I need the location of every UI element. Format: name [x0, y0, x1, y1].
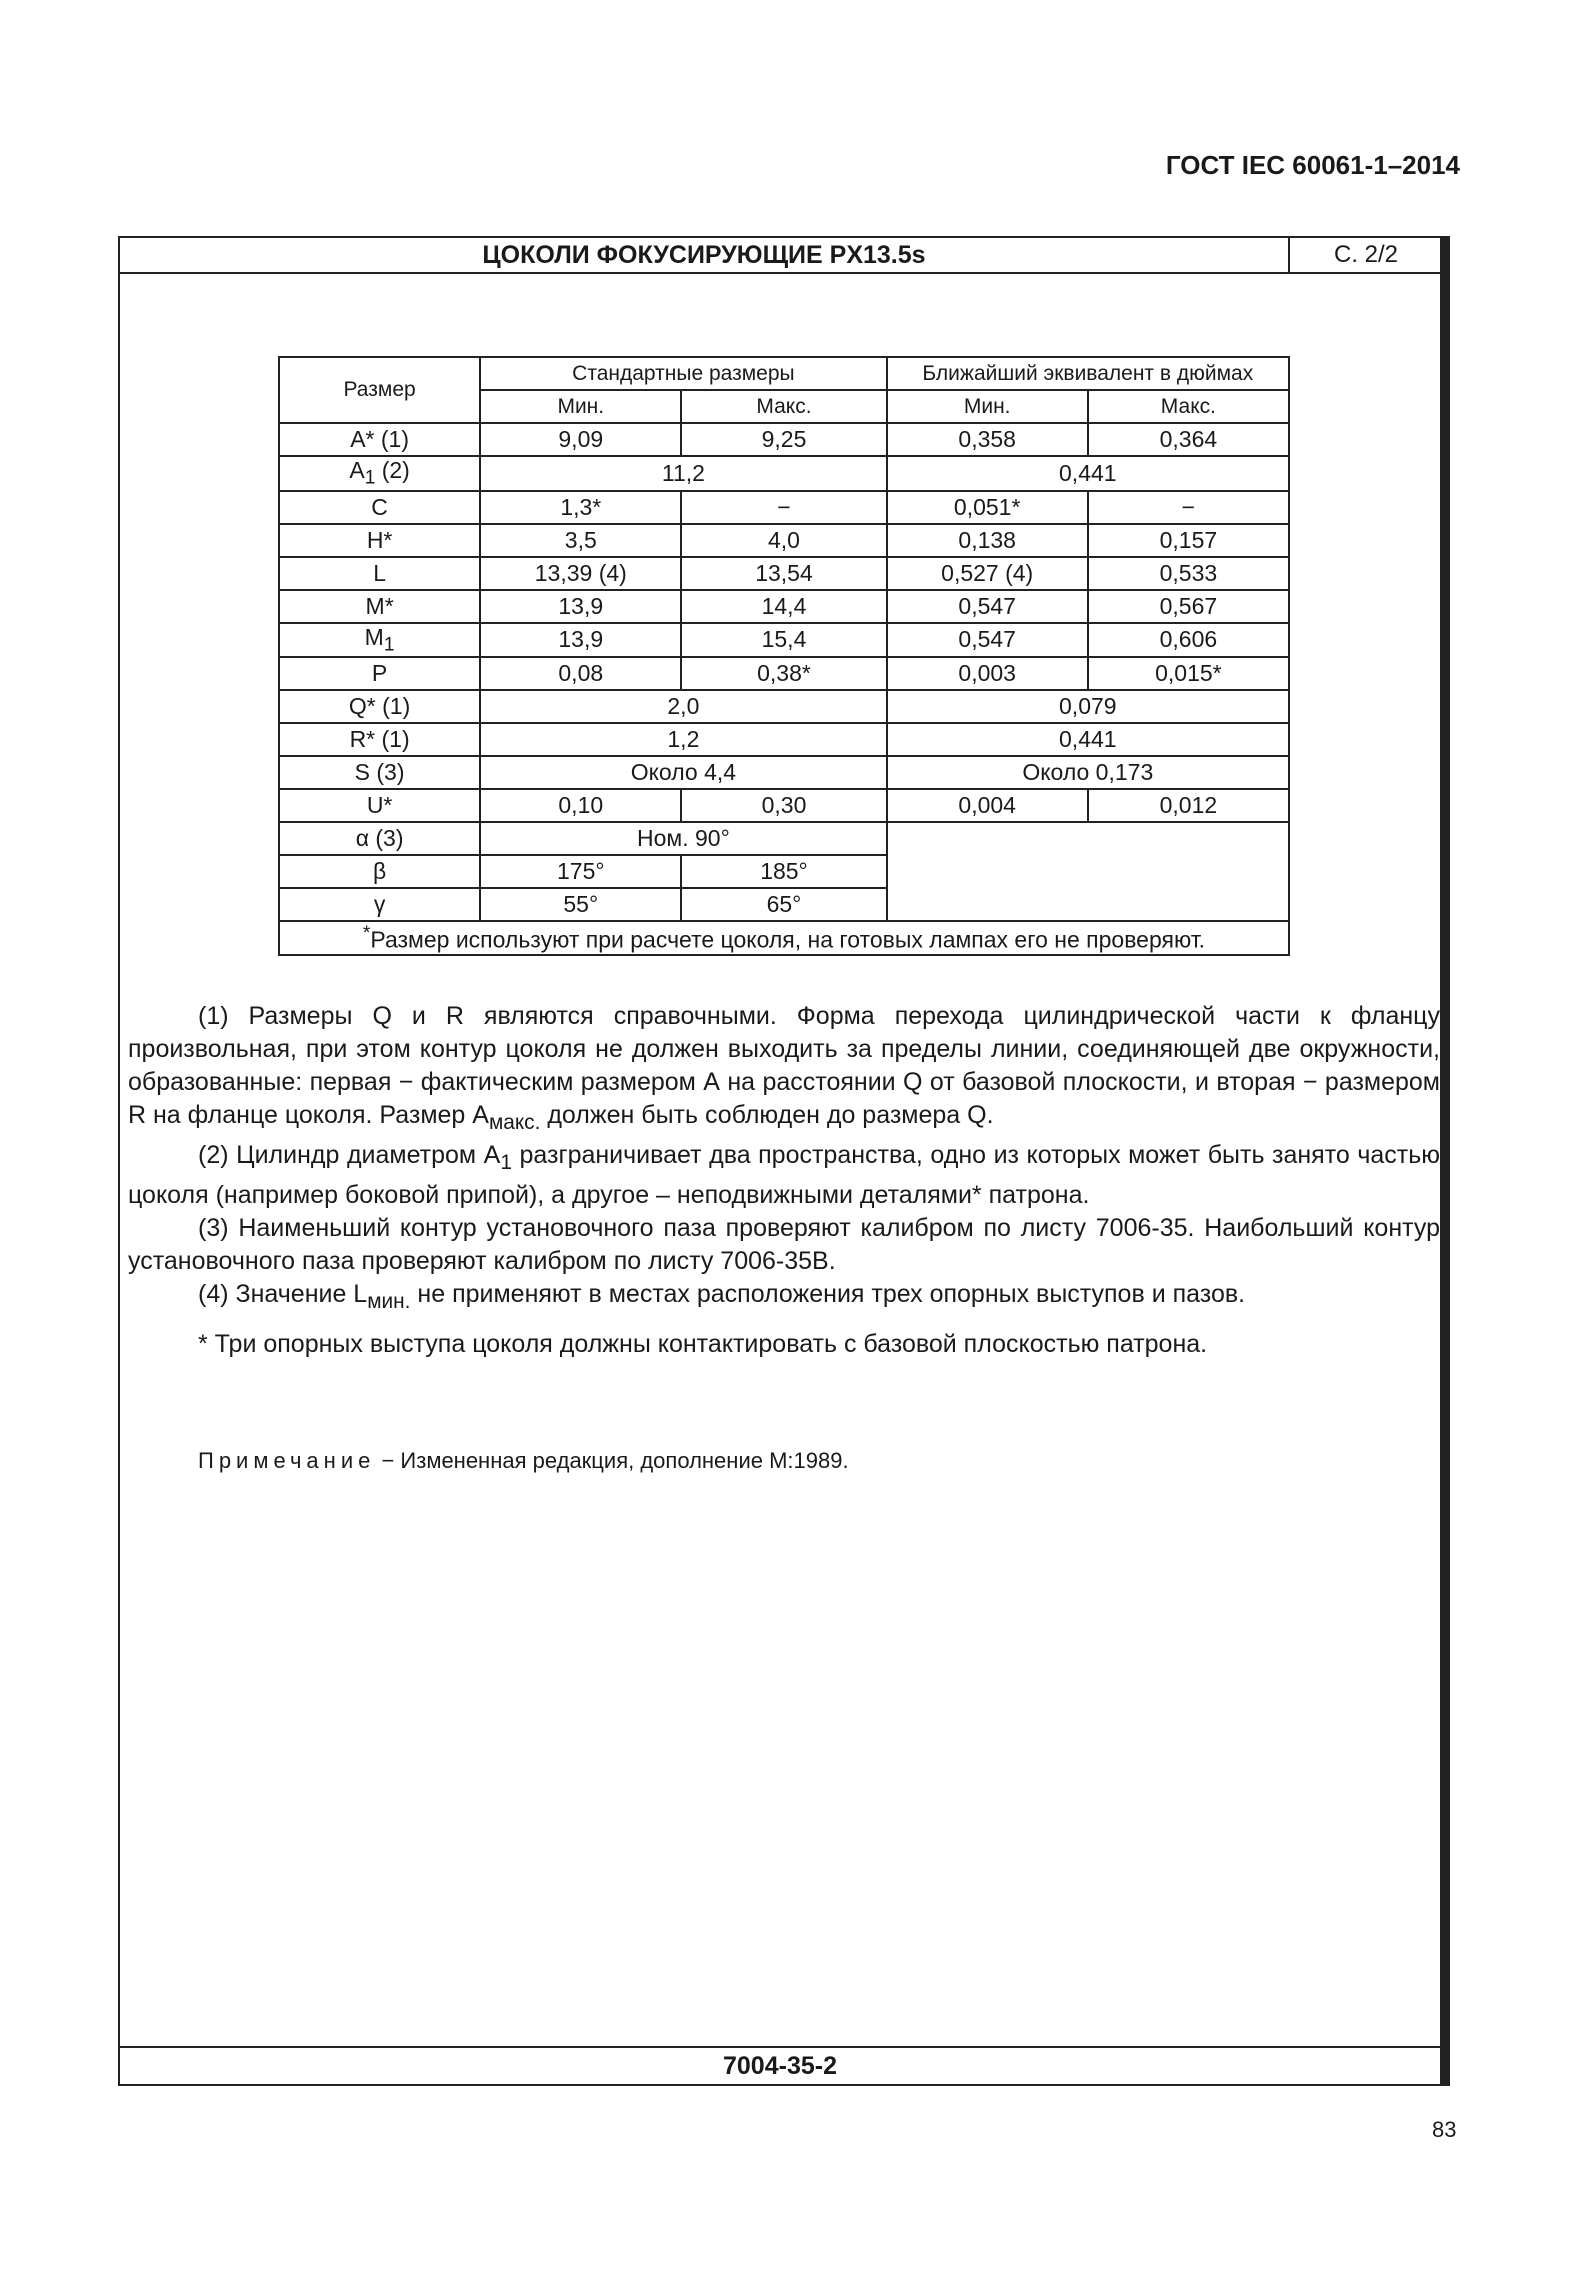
cell: 0,30 [681, 789, 886, 822]
cell: 0,08 [480, 657, 681, 690]
notes-block [128, 1000, 1440, 1318]
cell: 0,051* [887, 491, 1088, 524]
table-row [279, 423, 1289, 456]
table-row [279, 822, 1289, 855]
cell: 13,39 (4) [480, 557, 681, 590]
cell: 15,4 [681, 623, 886, 658]
cell: 0,10 [480, 789, 681, 822]
cell: 0,606 [1088, 623, 1289, 658]
page-number: 83 [1432, 2117, 1457, 2142]
group-inch-header: Ближайший эквивалент в дюймах [887, 357, 1289, 390]
row-label: β [279, 855, 480, 888]
group-std-header: Стандартные размеры [480, 357, 886, 390]
sheet-title: ЦОКОЛИ ФОКУСИРУЮЩИЕ PX13.5s [482, 241, 926, 269]
cell: − [1088, 491, 1289, 524]
table-row [279, 557, 1289, 590]
row-label: R* (1) [279, 723, 480, 756]
col-size-header: Размер [279, 357, 480, 423]
cell: 0,004 [887, 789, 1088, 822]
cell: 0,012 [1088, 789, 1289, 822]
cell: 2,0 [480, 690, 886, 723]
table-footnote: *Размер используют при расчете цоколя, на готовых лампах его не проверяют. [279, 921, 1289, 955]
note-3: (3) Наименьший контур установочного паза проверяют калибром по листу 7006-35. Наибольший контур установочного паза проверяют калибром по листу 7006-35B. [128, 1214, 1440, 1275]
table-row [279, 491, 1289, 524]
table-row [279, 789, 1289, 822]
cell: Ном. 90° [480, 822, 886, 855]
cell: 0,38* [681, 657, 886, 690]
std-max-header: Макс. [681, 390, 886, 423]
table-row [279, 723, 1289, 756]
cell: Около 4,4 [480, 756, 886, 789]
dimensions-table [278, 356, 1290, 956]
inch-min-header: Мин. [887, 390, 1088, 423]
table-row [279, 524, 1289, 557]
sheet-header [120, 238, 1440, 274]
row-label: α (3) [279, 822, 480, 855]
cell: 11,2 [480, 456, 886, 491]
cell: Около 0,173 [887, 756, 1289, 789]
table-row [279, 657, 1289, 690]
cell: 13,54 [681, 557, 886, 590]
row-label: M* [279, 590, 480, 623]
cell: 65° [681, 888, 886, 921]
cell: 14,4 [681, 590, 886, 623]
cell: 0,441 [887, 456, 1289, 491]
row-label: H* [279, 524, 480, 557]
cell: 0,533 [1088, 557, 1289, 590]
row-label: P [279, 657, 480, 690]
row-label: A* (1) [279, 423, 480, 456]
cell: 9,25 [681, 423, 886, 456]
cell: 0,138 [887, 524, 1088, 557]
cell: 175° [480, 855, 681, 888]
table-row [279, 690, 1289, 723]
cell: 0,547 [887, 623, 1088, 658]
asterisk-note: * Три опорных выступа цоколя должны контактировать с базовой плоскостью патрона. [198, 1330, 1208, 1358]
cell: 13,9 [480, 623, 681, 658]
cell: 0,547 [887, 590, 1088, 623]
note-4: (4) Значение $L_{мин.}$ не применяют в местах расположения трех опорных выступов и пазов. [198, 1280, 1246, 1313]
document-code: ГОСТ IEC 60061-1–2014 [1165, 150, 1460, 180]
empty-cell [887, 822, 1289, 921]
table-row [279, 756, 1289, 789]
std-min-header: Мин. [480, 390, 681, 423]
cell: 0,567 [1088, 590, 1289, 623]
cell: 0,157 [1088, 524, 1289, 557]
cell: 0,003 [887, 657, 1088, 690]
frame-thick-edge [1442, 236, 1450, 2086]
row-label: Q* (1) [279, 690, 480, 723]
cell: 1,2 [480, 723, 886, 756]
cell: 185° [681, 855, 886, 888]
note-2: (2) Цилиндр диаметром $A_1$ разграничивает два пространства, одно из которых может быть занято частью цоколя (например боковой припой), а другое – неподвижными деталями* патрона. [128, 1141, 1440, 1209]
row-label: C [279, 491, 480, 524]
cell: 0,079 [887, 690, 1289, 723]
cell: 0,364 [1088, 423, 1289, 456]
note-1: (1) Размеры Q и R являются справочными. Форма перехода цилиндрической части к фланцу произвольная, при этом контур цоколя не должен выходить за пределы линии, соединяющей две окружности, образованные: первая − фактическим размером А на расстоянии Q от базовой плоскости, и вторая − размером R на фланце цоколя. Размер $A_{макс.}$ должен быть соблюден до размера Q. [128, 1002, 1440, 1134]
cell: 3,5 [480, 524, 681, 557]
row-label: S (3) [279, 756, 480, 789]
table-row [279, 456, 1289, 491]
cell: 0,527 (4) [887, 557, 1088, 590]
row-label: $M_1$ [279, 623, 480, 658]
sheet-number: 7004-35-2 [120, 2046, 1440, 2084]
cell: 13,9 [480, 590, 681, 623]
cell: 0,358 [887, 423, 1088, 456]
cell: 4,0 [681, 524, 886, 557]
row-label: L [279, 557, 480, 590]
inch-max-header: Макс. [1088, 390, 1289, 423]
table-footnote-row [279, 921, 1289, 955]
row-label: γ [279, 888, 480, 921]
cell: 0,015* [1088, 657, 1289, 690]
table-row [279, 623, 1289, 658]
table-row [279, 590, 1289, 623]
row-label: U* [279, 789, 480, 822]
cell: 0,441 [887, 723, 1289, 756]
cell: 1,3* [480, 491, 681, 524]
cell: 9,09 [480, 423, 681, 456]
sheet-page: С. 2/2 [1288, 238, 1442, 272]
cell: − [681, 491, 886, 524]
cell: 55° [480, 888, 681, 921]
row-label: $A_1$ (2) [279, 456, 480, 491]
remark: Примечание − Измененная редакция, дополнение М:1989. [198, 1448, 849, 1473]
